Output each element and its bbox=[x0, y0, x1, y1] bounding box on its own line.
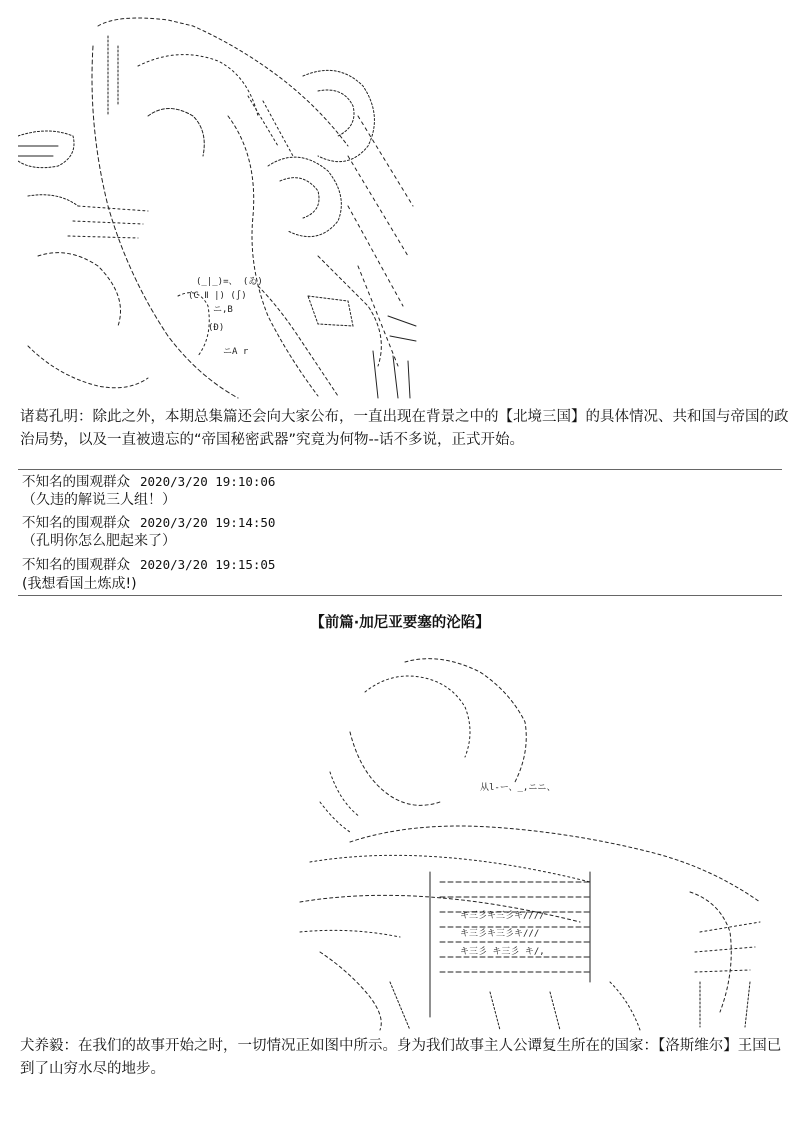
art-text-line: (Ð) bbox=[208, 323, 225, 333]
narration-text: 在我们的故事开始之时，一切情况正如图中所示。身为我们故事主人公谭复生所在的国家：【洛斯维尔】王国已到了山穷水尽的地步。 bbox=[20, 1038, 782, 1077]
comments-top-divider bbox=[18, 469, 782, 470]
narration-colon: ： bbox=[63, 1038, 78, 1054]
ascii-art-illustration-top bbox=[18, 6, 418, 402]
art-text-line: キ三彡 キ三彡 キ/, bbox=[460, 947, 545, 957]
art-text-line: キ三彡キ三彡キ/// bbox=[460, 929, 540, 939]
art-text-line: ニ,B bbox=[213, 305, 233, 315]
intro-paragraph bbox=[20, 406, 790, 452]
comments-bottom-divider bbox=[18, 595, 782, 596]
comment-date: 2020/3/20 19:14:50 bbox=[140, 515, 276, 530]
comment-date: 2020/3/20 19:10:06 bbox=[140, 474, 276, 489]
art-text-line: キ三彡キ三彡キ//// bbox=[460, 911, 545, 921]
intro-text: 除此之外，本期总集篇还会向大家公布，一直出现在背景之中的【北境三国】的具体情况、共和国与帝国的政治局势，以及一直被遗忘的“帝国秘密武器”究竟为何物--话不多说，正式开始。 bbox=[20, 409, 789, 448]
comment-date: 2020/3/20 19:15:05 bbox=[140, 557, 276, 572]
comment-header bbox=[22, 514, 275, 532]
art-text-line: 从l‐ー、_,ニニ、 bbox=[480, 783, 556, 793]
intro-speaker: 诸葛孔明 bbox=[20, 409, 78, 425]
comment-body: （孔明你怎么肥起来了） bbox=[22, 533, 176, 549]
comment-header bbox=[22, 473, 275, 491]
comment-header bbox=[22, 556, 275, 574]
art-text-line: (C Ⅱ |) (∫) bbox=[188, 291, 247, 301]
narration-speaker: 犬养毅 bbox=[20, 1038, 64, 1054]
comment-author: 不知名的围观群众 bbox=[22, 557, 130, 573]
narration-paragraph bbox=[20, 1035, 790, 1081]
comment-body: （久违的解说三人组！） bbox=[22, 492, 176, 508]
comment-body: (我想看国土炼成!) bbox=[22, 576, 137, 592]
comment-author: 不知名的围观群众 bbox=[22, 515, 130, 531]
art-text-line: (_|_)=、 (ゐ) bbox=[196, 277, 263, 287]
art-text-line: ニA r bbox=[223, 347, 249, 357]
section-title: 【前篇·加尼亚要塞的沦陷】 bbox=[310, 615, 490, 631]
comment-author: 不知名的围观群众 bbox=[22, 474, 130, 490]
ascii-art-illustration-bottom bbox=[290, 652, 770, 1032]
intro-colon: ： bbox=[78, 409, 93, 425]
